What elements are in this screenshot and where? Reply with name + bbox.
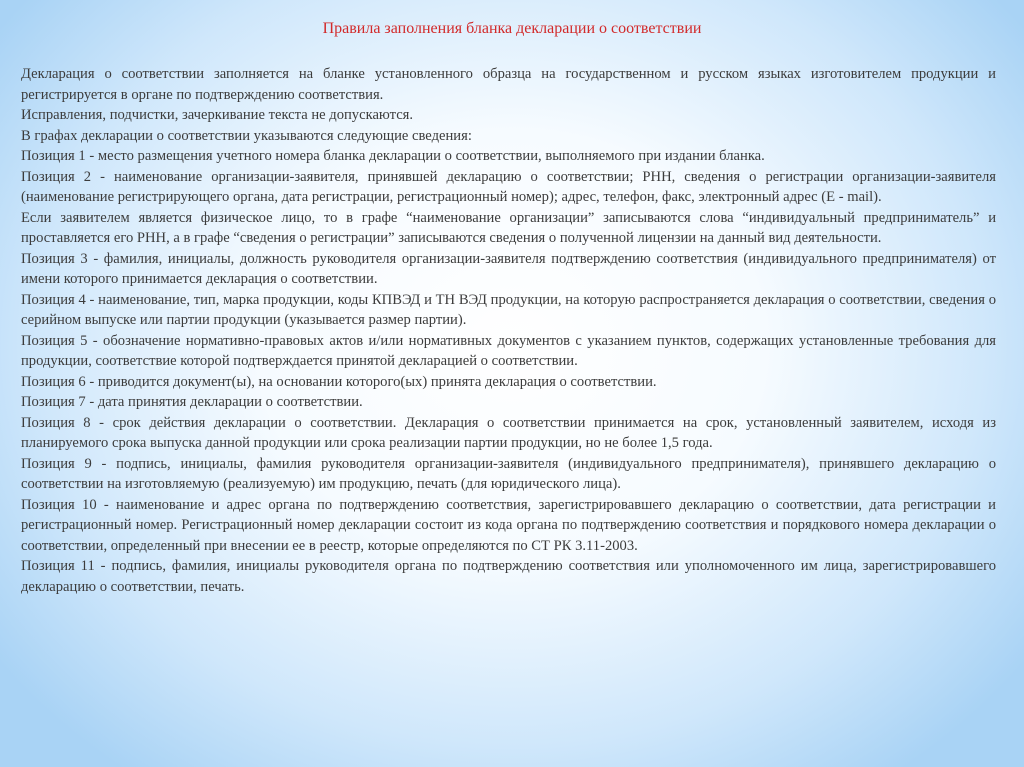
paragraph-individual-entrepreneur: Если заявителем является физическое лицо, то в графе “наименование организации” записываются слова “индивидуальный предприниматель” и проставляется его РНН, а в графе “сведения о регистрации” записываются сведения о полученной лицензии на данный вид деятельности.: [21, 209, 996, 246]
paragraph-position-9: Позиция 9 - подпись, инициалы, фамилия руководителя организации-заявителя (индивидуального предпринимателя), принявшего декларацию о соответствии на изготовляемую (реализуемую) им продукцию, печать (для юридического лица).: [21, 455, 996, 492]
paragraph-position-8: Позиция 8 - срок действия декларации о соответствии. Декларация о соответствии принимается на срок, установленный заявителем, исходя из планируемого срока выпуска данной продукции или срока реализации партии продукции, но не более 1,5 года.: [21, 414, 996, 451]
paragraph-position-4: Позиция 4 - наименование, тип, марка продукции, коды КПВЭД и ТН ВЭД продукции, на которую распространяется декларация о соответствии, сведения о серийном выпуске или партии продукции (указывается размер партии).: [21, 291, 996, 328]
paragraph-intro: Декларация о соответствии заполняется на бланке установленного образца на государственном и русском языках изготовителем продукции и регистрируется в органе по подтверждению соответствия.: [21, 66, 996, 103]
slide-title: Правила заполнения бланка декларации о соответствии: [322, 20, 702, 37]
paragraph-fields-intro: В графах декларации о соответствии указываются следующие сведения:: [21, 127, 472, 144]
slide-body: [21, 64, 996, 597]
paragraph-position-6: Позиция 6 - приводится документ(ы), на основании которого(ых) принята декларация о соответствии.: [21, 373, 657, 390]
paragraph-position-7: Позиция 7 - дата принятия декларации о соответствии.: [21, 394, 363, 410]
paragraph-position-5: Позиция 5 - обозначение нормативно-правовых актов и/или нормативных документов с указанием пунктов, содержащих установленные требования для продукции, соответствие которой подтверждается принятой декларацией о соответствии.: [21, 332, 996, 369]
paragraph-position-11: Позиция 11 - подпись, фамилия, инициалы руководителя органа по подтверждению соответствия или уполномоченного им лица, зарегистрировавшего декларацию о соответствии, печать.: [21, 558, 996, 595]
paragraph-position-3: Позиция 3 - фамилия, инициалы, должность руководителя организации-заявителя подтверждению соответствия (индивидуального предпринимателя) от имени которого принимается декларация о соответствии.: [21, 250, 996, 287]
paragraph-position-1: Позиция 1 - место размещения учетного номера бланка декларации о соответствии, выполняемого при издании бланка.: [21, 148, 765, 164]
paragraph-position-10: Позиция 10 - наименование и адрес органа по подтверждению соответствия, зарегистрировавшего декларацию о соответствии, дата регистрации и регистрационный номер. Регистрационный номер декларации состоит из кода органа по подтверждению соответствия и порядкового номера декларации о соответствии, определенный при внесении ее в реестр, которые определяются по СТ РК 3.11-2003.: [21, 496, 996, 554]
paragraph-corrections: Исправления, подчистки, зачеркивание текста не допускаются.: [21, 107, 414, 123]
paragraph-position-2: Позиция 2 - наименование организации-заявителя, принявшей декларацию о соответствии; РНН, сведения о регистрации организации-заявителя (наименование регистрирующего органа, дата регистрации, регистрационный номер); адрес, телефон, факс, электронный адрес (E - mail).: [21, 168, 996, 205]
